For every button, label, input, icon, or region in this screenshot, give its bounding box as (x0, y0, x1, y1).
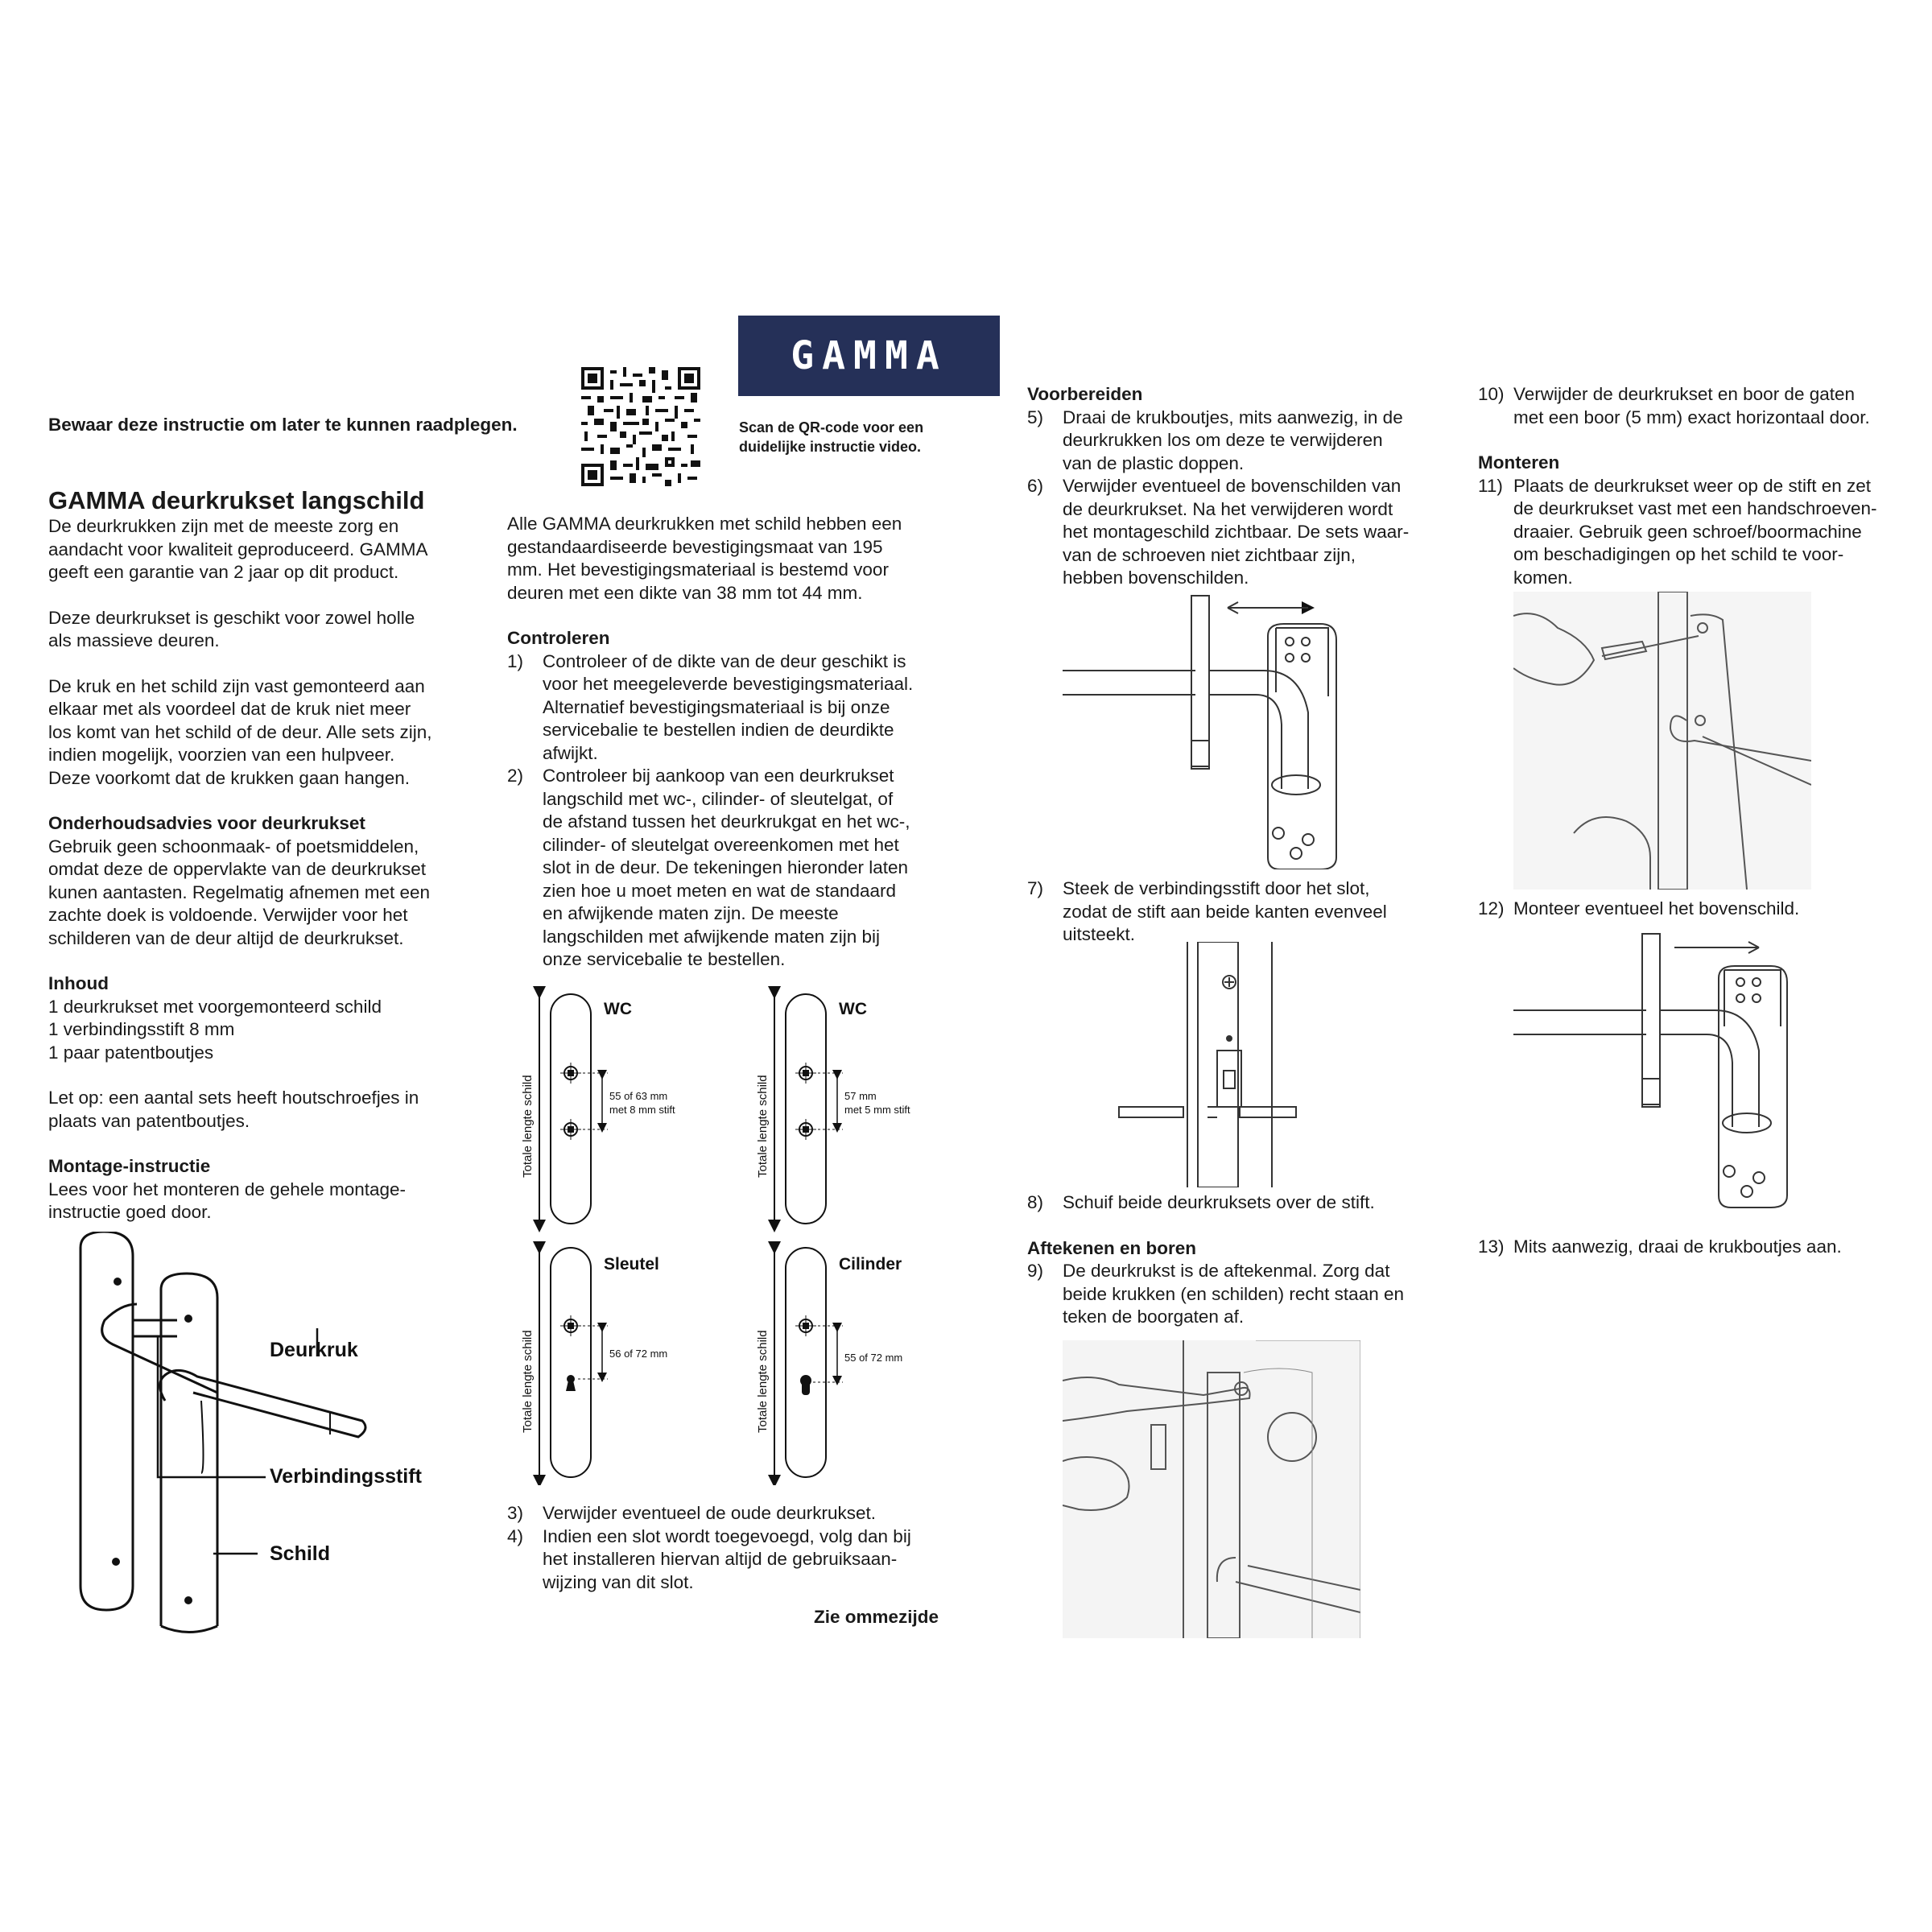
front-plate-shape (161, 1274, 217, 1626)
mounting-heading: Monteren (1478, 452, 1560, 473)
svg-text:Cilinder: Cilinder (839, 1255, 902, 1274)
step-3: 3) Verwijder eventueel de oude deurkrukset. (507, 1503, 877, 1523)
svg-text:Totale lengte schild: Totale lengte schild (521, 1330, 535, 1433)
remove-cover-plate-illustration (1063, 592, 1368, 869)
plate-measurement-diagrams (515, 986, 950, 1485)
contents-heading: Inhoud (48, 973, 109, 993)
svg-text:Totale lengte schild: Totale lengte schild (756, 1330, 770, 1433)
step-7: 7) Steek de verbindingsstift door het slot, zodat de stift aan beide kanten evenveel uitsteekt. (1027, 878, 1387, 944)
column-3 (1027, 383, 1446, 590)
handle-label: Deurkruk (270, 1339, 358, 1361)
marking-holes-illustration (1063, 1340, 1360, 1638)
wc-plate-8mm (521, 993, 675, 1226)
step-2: 2) Controleer bij aankoop van een deurkrukset langschild met wc-, cilinder- of sleutelgat, of de afstand tussen het deurkrukgat en het wc-, cilinder- of sleutelgat overeenkomen met het slot in de deur. De tekeningen hieronder laten zien hoe u moet meten en wat de standaard en afwijkende maten zijn. De meeste langschilden met afwijkende maten zijn bij onze servicebalie te bestellen. (507, 766, 910, 969)
handle-set-diagram (48, 1232, 467, 1634)
svg-text:Totale lengte schild: Totale lengte schild (756, 1075, 770, 1178)
maintenance-heading: Onderhoudsadvies voor deurkrukset (48, 813, 365, 833)
intro-paragraph-3: De kruk en het schild zijn vast gemonteerd aan elkaar met als voordeel dat de kruk niet meer los komt van het schild of de deur. Alle sets zijn, indien mogelijk, voorzien van een hulpveer. Deze voorkomt dat de krukken gaan hangen. (48, 675, 432, 788)
svg-text:55 of 72 mm: 55 of 72 mm (844, 1352, 903, 1364)
svg-text:met 5 mm stift: met 5 mm stift (844, 1104, 910, 1116)
step-8: 8) Schuif beide deurkruksets over de stift. (1027, 1192, 1375, 1212)
gamma-logo-text: GAMMA (791, 333, 947, 378)
step-13-block (1478, 1236, 1913, 1259)
svg-text:met 8 mm stift: met 8 mm stift (609, 1104, 675, 1116)
step-10: 10) Verwijder de deurkrukset en boor de gaten met een boor (5 mm) exact horizontaal door. (1478, 384, 1870, 427)
mount-cover-plate-illustration (1513, 930, 1811, 1212)
intro-paragraph-2: Deze deurkrukset is geschikt voor zowel holle als massieve deuren. (48, 607, 415, 650)
column-4 (1478, 383, 1913, 589)
svg-text:WC: WC (839, 1000, 867, 1018)
see-other-side: Zie ommezijde (813, 1607, 939, 1627)
pin-label: Verbindingsstift (270, 1465, 422, 1488)
svg-text:55 of 63 mm: 55 of 63 mm (609, 1090, 668, 1102)
keep-instruction-note: Bewaar deze instructie om later te kunnen raadplegen. (48, 415, 518, 435)
screw-hole-icon (184, 1596, 192, 1604)
step-13: 13) Mits aanwezig, draai de krukboutjes aan. (1478, 1236, 1842, 1257)
key-plate (521, 1248, 667, 1481)
svg-text:57 mm: 57 mm (844, 1090, 877, 1102)
column-2 (507, 513, 958, 972)
step-1: 1) Controleer of de dikte van de deur geschikt is voor het meegeleverde bevestigingsmateriaal. Alternatief bevestigingsmateriaal is bij onze servicebalie te bestellen indien de deurdikte afwijkt. (507, 650, 914, 763)
svg-text:WC: WC (604, 1000, 632, 1018)
step-7-block (1027, 877, 1446, 947)
check-steps (507, 650, 958, 972)
step-4: 4) Indien een slot wordt toegevoegd, volg dan bij het installeren hiervan altijd de gebruiksaan- wijzing van dit slot. (507, 1525, 911, 1592)
contents-list: 1 deurkrukset met voorgemonteerd schild 1 verbindingsstift 8 mm 1 paar patentboutjes (48, 996, 382, 1063)
column-2-lower (507, 1502, 958, 1594)
intro-paragraph-1: De deurkrukken zijn met de meeste zorg en aandacht voor kwaliteit geproduceerd. GAMMA geeft een garantie van 2 jaar op dit product. (48, 516, 428, 582)
page-title: GAMMA deurkrukset langschild (48, 486, 425, 514)
step-5: 5) Draai de krukboutjes, mits aanwezig, in de deurkrukken los om deze te verwijderen van de plastic doppen. (1027, 407, 1403, 473)
screw-note: Let op: een aantal sets heeft houtschroefjes in plaats van patentboutjes. (48, 1088, 419, 1131)
screw-hole-icon (114, 1278, 122, 1286)
back-plate-shape (80, 1232, 133, 1610)
step-12: 12) Monteer eventueel het bovenschild. (1478, 898, 1800, 919)
screwdriver-mounting-illustration (1513, 592, 1811, 890)
step-12-block (1478, 898, 1913, 921)
svg-text:Sleutel: Sleutel (604, 1255, 659, 1274)
preparation-steps (1027, 407, 1446, 590)
insert-pin-illustration (1111, 942, 1304, 1187)
plate-label: Schild (270, 1542, 331, 1565)
mounting-text: Lees voor het monteren de gehele montage- instructie goed door. (48, 1179, 407, 1222)
screw-hole-icon (112, 1558, 120, 1566)
cylinder-plate (756, 1248, 902, 1481)
column-3-lower (1027, 1191, 1446, 1329)
removal-steps (507, 1502, 958, 1594)
step-9: 9) De deurkrukst is de aftekenmal. Zorg dat beide krukken (en schilden) recht staan en teken de boorgaten af. (1027, 1261, 1404, 1327)
svg-text:Totale lengte schild: Totale lengte schild (521, 1075, 535, 1178)
preparation-heading: Voorbereiden (1027, 384, 1143, 404)
qr-code-icon[interactable] (581, 367, 700, 486)
check-heading: Controleren (507, 628, 610, 648)
step-6: 6) Verwijder eventueel de bovenschilden van de deurkrukset. Na het verwijderen wordt het montageschild zichtbaar. De sets waar- van de schroeven niet zichtbaar zijn, hebben bovenschilden. (1027, 476, 1410, 588)
maintenance-text: Gebruik geen schoonmaak- of poetsmiddelen, omdat deze de oppervlakte van de deurkrukset kunen aantasten. Regelmatig afnemen met een zachte doek is voldoende. Verwijder voor het schilderen van de deur altijd de deurkrukset. (48, 836, 431, 948)
step-11: 11) Plaats de deurkrukset weer op de stift en zet de deurkrukset vast met een handschroeven- draaier. Gebruik geen schroef/boormachine om beschadigingen op het schild te voor- komen. (1478, 475, 1877, 588)
qr-caption: Scan de QR-code voor een duidelijke instructie video. (739, 419, 924, 455)
screw-hole-icon (184, 1315, 192, 1323)
marking-drilling-heading: Aftekenen en boren (1027, 1237, 1197, 1258)
mounting-heading: Montage-instructie (48, 1156, 211, 1176)
column-1 (48, 486, 483, 1224)
back-handle-shape (102, 1304, 217, 1393)
wc-plate-5mm (756, 993, 910, 1226)
standard-mount-intro: Alle GAMMA deurkrukken met schild hebben een gestandaardiseerde bevestigingsmaat van 195 mm. Het bevestigingsmateriaal is bestemd voor deuren met een dikte van 38 mm tot 44 mm. (507, 514, 902, 603)
svg-text:56 of 72 mm: 56 of 72 mm (609, 1348, 668, 1360)
gamma-logo (738, 316, 1000, 396)
